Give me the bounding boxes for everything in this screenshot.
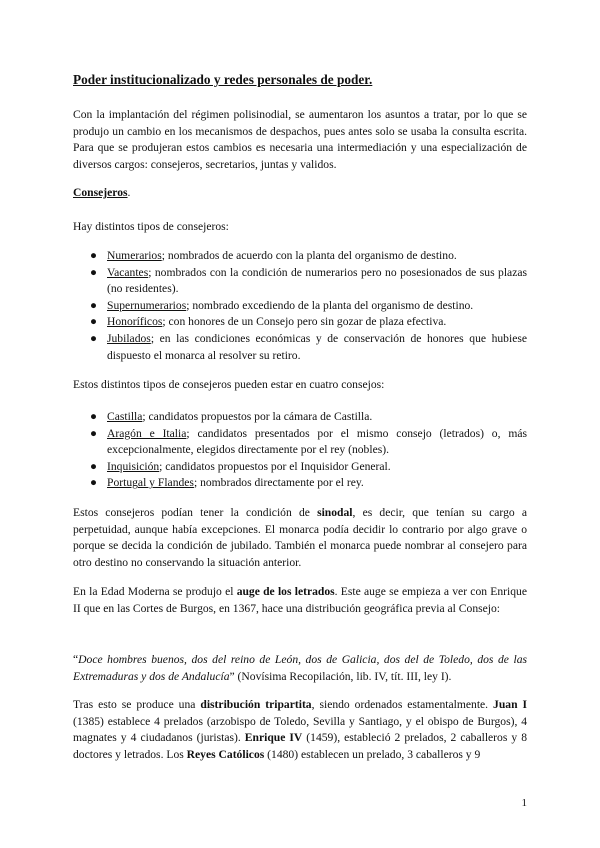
quote-paragraph: “Doce hombres buenos, dos del reino de León, dos de Galicia, dos del de Toledo, dos de las Extremaduras y dos de Andalucía” (Novísima Recopilación, lib. IV, tít. III, ley I).: [73, 653, 527, 683]
section-heading: Consejeros.: [73, 186, 131, 199]
councils-intro: Estos distintos tipos de consejeros pueden estar en cuatro consejos:: [73, 378, 385, 391]
list-item-term: Castilla: [107, 410, 143, 423]
intro-paragraph: Con la implantación del régimen polisinodial, se aumentaron los asuntos a tratar, por lo que se produjo un cambio en los mecanismos de despachos, pues antes solo se usaba la consulta escrita. Para que se produjeran estos cambios es necesaria una intermediación y una especialización de diversos cargos: consejeros, secretarios, juntas y validos.: [73, 108, 527, 171]
list-item: ● Castilla; candidatos propuestos por la cámara de Castilla.: [90, 410, 373, 423]
list-item: ● Supernumerarios; nombrado excediendo de la planta del organismo de destino.: [90, 298, 474, 312]
list-item: ● Vacantes; nombrados con la condición de numerarios pero no posesionados de sus plazas (no residentes).: [90, 265, 527, 296]
document-title: Poder institucionalizado y redes personales de poder.: [73, 72, 373, 87]
page-number: 1: [521, 797, 527, 809]
list-item: ● Jubilados; en las condiciones económicas y de conservación de honores que hubiese dispuesto el monarca al resolver su retiro.: [90, 331, 527, 362]
list-item: ● Numerarios; nombrados de acuerdo con la planta del organismo de destino.: [90, 249, 457, 262]
list-item: ● Portugal y Flandes; nombrados directamente por el rey.: [90, 476, 364, 490]
list-item: ● Aragón e Italia; candidatos presentados por el mismo consejo (letrados) o, más excepcionalmente, elegidos directamente por el rey (nobles).: [90, 426, 528, 457]
list-item-term: Inquisición: [107, 459, 160, 473]
list-item-term: Aragón e Italia: [107, 426, 187, 440]
list-item: ● Honoríficos; con honores de un Consejo pero sin gozar de plaza efectiva.: [90, 315, 447, 329]
list-item-term: Supernumerarios: [107, 298, 187, 312]
types-intro: Hay distintos tipos de consejeros:: [73, 220, 229, 233]
quote-text: Doce hombres buenos, dos del reino de León, dos de Galicia, dos del de Toledo, dos de las Extremaduras y dos de Andalucía: [73, 653, 527, 683]
letrados-paragraph: En la Edad Moderna se produjo el auge de los letrados. Este auge se empieza a ver con Enrique II que en las Cortes de Burgos, en 1367, hace una distribución geográfica previa al Consejo:: [73, 585, 527, 615]
list-item-term: Portugal y Flandes: [107, 476, 194, 490]
list-item: ● Inquisición; candidatos propuestos por el Inquisidor General.: [90, 459, 391, 473]
list-item-term: Numerarios: [107, 249, 162, 262]
tripartita-paragraph: Tras esto se produce una distribución tripartita, siendo ordenados estamentalmente. Juan I (1385) establece 4 prelados (arzobispo de Toledo, Sevilla y Santiago, y el obispo de Burgos), 4 magnates y 4 ciudadanos (juristas). Enrique IV (1459), estableció 2 prelados, 2 caballeros y 8 doctores y letrados. Los Reyes Católicos (1480) establecen un prelado, 3 caballeros y 9: [73, 698, 528, 761]
sinodal-paragraph: Estos consejeros podían tener la condición de sinodal, es decir, que tenían su cargo a perpetuidad, aunque había excepciones. El monarca podía decidir lo contrario por algo grave o porque se decida la condición de jubilado. También el monarca puede nombrar al consejero para otro destino no conservando la situación anterior.: [73, 506, 527, 569]
list-item-term: Jubilados: [107, 331, 151, 345]
consejero-types-list: [73, 248, 527, 364]
councils-list: [73, 409, 527, 492]
list-item-term: Honoríficos: [107, 315, 163, 329]
section-heading-text: Consejeros: [73, 186, 128, 199]
list-item-term: Vacantes: [107, 265, 149, 279]
